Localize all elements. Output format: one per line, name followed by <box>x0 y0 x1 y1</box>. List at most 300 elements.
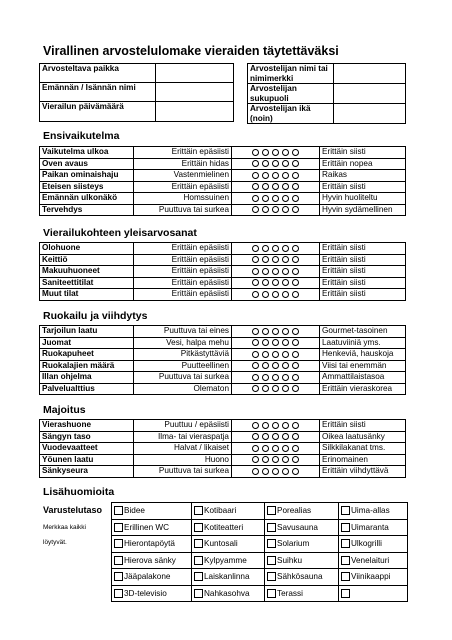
rating-scale <box>232 372 320 384</box>
rating-circle[interactable] <box>262 374 269 381</box>
rating-item-name: Eteisen siisteys <box>40 181 134 193</box>
rating-scale <box>232 289 320 301</box>
info-table-left <box>39 63 234 122</box>
equipment-item <box>112 503 192 520</box>
rating-circle[interactable] <box>272 339 279 346</box>
rating-negative-label: Erittäin epäsiisti <box>134 243 232 255</box>
rating-item-name: Makuuhuoneet <box>40 266 134 278</box>
equipment-item-label: Savusauna <box>277 522 318 532</box>
rating-positive-label: Erittäin siisti <box>320 420 406 432</box>
checkbox[interactable] <box>194 506 203 515</box>
rating-scale <box>232 254 320 266</box>
rating-negative-label: Erittäin epäsiisti <box>134 266 232 278</box>
section-title: Ensivaikutelma <box>43 130 120 142</box>
rating-circle[interactable] <box>272 160 279 167</box>
rating-circle[interactable] <box>252 291 259 298</box>
equipment-item-label: Hierontapöytä <box>124 539 175 548</box>
rating-item-name: Vuodevaatteet <box>40 443 134 455</box>
rating-circle[interactable] <box>282 183 289 190</box>
rating-circle[interactable] <box>262 385 269 392</box>
rating-circle[interactable] <box>292 160 299 167</box>
rating-row <box>40 266 406 278</box>
rating-item-name: Saniteettitilat <box>40 277 134 289</box>
rating-circle[interactable] <box>272 374 279 381</box>
section-title: Ruokailu ja viihdytys <box>43 310 148 322</box>
rating-circle[interactable] <box>282 468 289 475</box>
equipment-row <box>112 585 408 602</box>
rating-circle[interactable] <box>272 268 279 275</box>
rating-circle[interactable] <box>292 279 299 286</box>
equipment-item-label: Porealias <box>277 506 312 515</box>
rating-circle[interactable] <box>262 160 269 167</box>
equipment-item <box>112 569 192 586</box>
rating-negative-label: Ilma- tai vieraspatja <box>134 431 232 443</box>
rating-positive-label: Hyvin sydämellinen <box>320 204 406 216</box>
equipment-item <box>192 519 265 536</box>
rating-circle[interactable] <box>252 160 259 167</box>
rating-item-name: Olohuone <box>40 243 134 255</box>
rating-negative-label: Halvat / likaiset <box>134 443 232 455</box>
rating-circle[interactable] <box>252 206 259 213</box>
section-title: Vierailukohteen yleisarvosanat <box>43 227 197 239</box>
rating-positive-label: Oikea laatusänky <box>320 431 406 443</box>
rating-circle[interactable] <box>272 279 279 286</box>
rating-circle[interactable] <box>292 422 299 429</box>
rating-row <box>40 337 406 349</box>
rating-table <box>39 146 406 216</box>
rating-scale <box>232 266 320 278</box>
rating-circle[interactable] <box>262 206 269 213</box>
rating-circle[interactable] <box>282 456 289 463</box>
rating-circle[interactable] <box>292 183 299 190</box>
rating-circle[interactable] <box>292 362 299 369</box>
rating-circle[interactable] <box>262 328 269 335</box>
rating-table <box>39 325 406 395</box>
checkbox[interactable] <box>341 506 350 515</box>
rating-circle[interactable] <box>252 149 259 156</box>
rating-positive-label: Erittäin siisti <box>320 266 406 278</box>
rating-scale <box>232 360 320 372</box>
rating-negative-label: Puuttuva tai surkea <box>134 466 232 478</box>
rating-circle[interactable] <box>282 149 289 156</box>
rating-row <box>40 349 406 361</box>
rating-circle[interactable] <box>262 456 269 463</box>
equipment-item <box>265 503 339 520</box>
rating-positive-label: Erittäin siisti <box>320 181 406 193</box>
checkbox[interactable] <box>341 572 350 581</box>
equipment-item-label: Kotiteatteri <box>204 522 244 532</box>
rating-row <box>40 289 406 301</box>
rating-circle[interactable] <box>262 183 269 190</box>
rating-row <box>40 254 406 266</box>
rating-item-name: Vierashuone <box>40 420 134 432</box>
equipment-item-label: Bidee <box>124 506 145 515</box>
rating-circle[interactable] <box>282 268 289 275</box>
rating-item-name: Muut tilat <box>40 289 134 301</box>
rating-negative-label: Olematon <box>134 383 232 395</box>
equipment-item <box>265 585 339 602</box>
rating-item-name: Oven avaus <box>40 158 134 170</box>
rating-circle[interactable] <box>272 385 279 392</box>
rating-negative-label: Puuttuva tai surkea <box>134 204 232 216</box>
rating-circle[interactable] <box>252 268 259 275</box>
rating-item-name: Sängyn taso <box>40 431 134 443</box>
rating-row <box>40 326 406 338</box>
equipment-row <box>112 536 408 553</box>
rating-circle[interactable] <box>272 149 279 156</box>
rating-negative-label: Homssuinen <box>134 193 232 205</box>
rating-circle[interactable] <box>262 291 269 298</box>
rating-item-name: Palvelualttius <box>40 383 134 395</box>
checkbox[interactable] <box>341 523 350 532</box>
rating-scale <box>232 337 320 349</box>
rating-circle[interactable] <box>252 374 259 381</box>
rating-row <box>40 147 406 159</box>
rating-scale <box>232 170 320 182</box>
info-label: Emännän / Isännän nimi <box>40 83 156 102</box>
checkbox[interactable] <box>114 556 123 565</box>
checkbox[interactable] <box>267 506 276 515</box>
rating-circle[interactable] <box>292 351 299 358</box>
rating-circle[interactable] <box>282 245 289 252</box>
rating-circle[interactable] <box>262 339 269 346</box>
checkbox[interactable] <box>341 539 350 548</box>
rating-circle[interactable] <box>282 385 289 392</box>
rating-negative-label: Erittäin epäsiisti <box>134 147 232 159</box>
rating-circle[interactable] <box>292 456 299 463</box>
rating-circle[interactable] <box>292 433 299 440</box>
rating-circle[interactable] <box>252 256 259 263</box>
rating-table <box>39 419 406 478</box>
rating-scale <box>232 349 320 361</box>
rating-circle[interactable] <box>252 195 259 202</box>
equipment-item <box>192 569 265 586</box>
rating-circle[interactable] <box>272 245 279 252</box>
rating-circle[interactable] <box>252 172 259 179</box>
rating-circle[interactable] <box>272 183 279 190</box>
rating-circle[interactable] <box>262 268 269 275</box>
rating-row <box>40 193 406 205</box>
equipment-item-label: Terassi <box>277 588 303 598</box>
info-value-field[interactable] <box>334 64 406 84</box>
rating-circle[interactable] <box>272 351 279 358</box>
rating-circle[interactable] <box>292 328 299 335</box>
equipment-item-label: Ulkogrilli <box>351 539 382 548</box>
rating-circle[interactable] <box>262 149 269 156</box>
rating-circle[interactable] <box>262 422 269 429</box>
equipment-item <box>112 519 192 536</box>
checkbox[interactable] <box>341 556 350 565</box>
equipment-item-label: Viinikaappi <box>351 572 391 581</box>
rating-scale <box>232 193 320 205</box>
equipment-item-label: Jääpalakone <box>124 572 171 581</box>
rating-positive-label: Laatuviiniä yms. <box>320 337 406 349</box>
equipment-item <box>112 536 192 553</box>
rating-table <box>39 242 406 301</box>
equipment-item-label: Kotibaari <box>204 506 237 515</box>
rating-circle[interactable] <box>282 339 289 346</box>
rating-circle[interactable] <box>262 195 269 202</box>
equipment-item <box>192 536 265 553</box>
rating-scale <box>232 204 320 216</box>
rating-circle[interactable] <box>272 362 279 369</box>
checkbox[interactable] <box>114 539 123 548</box>
rating-item-name: Tervehdys <box>40 204 134 216</box>
rating-positive-label: Erinomainen <box>320 454 406 466</box>
checkbox[interactable] <box>194 523 203 532</box>
info-value-field[interactable] <box>334 84 406 104</box>
rating-row <box>40 383 406 395</box>
rating-circle[interactable] <box>252 422 259 429</box>
rating-circle[interactable] <box>282 195 289 202</box>
checkbox[interactable] <box>194 589 203 598</box>
rating-item-name: Ruokalajien määrä <box>40 360 134 372</box>
rating-circle[interactable] <box>252 339 259 346</box>
rating-circle[interactable] <box>262 279 269 286</box>
rating-circle[interactable] <box>262 445 269 452</box>
rating-circle[interactable] <box>292 206 299 213</box>
rating-circle[interactable] <box>252 445 259 452</box>
rating-item-name: Juomat <box>40 337 134 349</box>
equipment-item-label: Solarium <box>277 539 310 548</box>
checkbox[interactable] <box>114 523 123 532</box>
equipment-item <box>339 585 408 602</box>
rating-circle[interactable] <box>282 362 289 369</box>
rating-circle[interactable] <box>272 328 279 335</box>
rating-item-name: Tarjoilun laatu <box>40 326 134 338</box>
equipment-row <box>112 503 408 520</box>
rating-row <box>40 243 406 255</box>
rating-circle[interactable] <box>262 468 269 475</box>
rating-circle[interactable] <box>252 362 259 369</box>
rating-circle[interactable] <box>252 183 259 190</box>
checkbox[interactable] <box>114 589 123 598</box>
equipment-row <box>112 569 408 586</box>
info-label: Vierailun päivämäärä <box>40 102 156 122</box>
rating-circle[interactable] <box>262 245 269 252</box>
info-value-field[interactable] <box>156 102 234 122</box>
rating-circle[interactable] <box>282 445 289 452</box>
checkbox[interactable] <box>194 572 203 581</box>
rating-positive-label: Raikas <box>320 170 406 182</box>
section-title: Lisähuomioita <box>43 486 115 498</box>
rating-negative-label: Erittäin epäsiisti <box>134 181 232 193</box>
rating-negative-label: Vesi, halpa mehu <box>134 337 232 349</box>
checkbox[interactable] <box>267 539 276 548</box>
rating-circle[interactable] <box>292 245 299 252</box>
rating-scale <box>232 443 320 455</box>
checkbox[interactable] <box>267 589 276 598</box>
equipment-item <box>339 569 408 586</box>
info-label: Arvostelijan sukupuoli <box>248 84 334 104</box>
info-table-right <box>247 63 406 124</box>
rating-circle[interactable] <box>252 351 259 358</box>
equipment-item-label: Venelaituri <box>351 555 390 565</box>
rating-row <box>40 277 406 289</box>
rating-circle[interactable] <box>282 256 289 263</box>
rating-positive-label: Erittäin siisti <box>320 243 406 255</box>
info-label: Arvostelijan ikä (noin) <box>248 104 334 124</box>
rating-negative-label: Pitkästyttäviä <box>134 349 232 361</box>
rating-row <box>40 372 406 384</box>
rating-row <box>40 170 406 182</box>
equipment-item <box>192 585 265 602</box>
rating-row <box>40 454 406 466</box>
rating-positive-label: Erittäin vieraskorea <box>320 383 406 395</box>
rating-circle[interactable] <box>272 172 279 179</box>
checkbox[interactable] <box>194 556 203 565</box>
rating-positive-label: Erittäin siisti <box>320 289 406 301</box>
rating-scale <box>232 277 320 289</box>
rating-circle[interactable] <box>282 374 289 381</box>
rating-row <box>40 158 406 170</box>
rating-circle[interactable] <box>252 468 259 475</box>
rating-circle[interactable] <box>282 172 289 179</box>
checkbox[interactable] <box>267 556 276 565</box>
rating-circle[interactable] <box>292 291 299 298</box>
rating-circle[interactable] <box>292 339 299 346</box>
equipment-item-label: Hierova sänky <box>124 555 176 565</box>
info-value-field[interactable] <box>156 83 234 102</box>
rating-item-name: Illan ohjelma <box>40 372 134 384</box>
info-label: Arvostelijan nimi tai nimimerkki <box>248 64 334 84</box>
checkbox[interactable] <box>267 523 276 532</box>
rating-circle[interactable] <box>292 149 299 156</box>
rating-item-name: Paikan ominaishaju <box>40 170 134 182</box>
rating-circle[interactable] <box>272 422 279 429</box>
rating-circle[interactable] <box>252 328 259 335</box>
checkbox[interactable] <box>341 589 350 598</box>
rating-scale <box>232 466 320 478</box>
rating-circle[interactable] <box>262 256 269 263</box>
rating-item-name: Sänkyseura <box>40 466 134 478</box>
rating-positive-label: Erittäin nopea <box>320 158 406 170</box>
rating-circle[interactable] <box>292 445 299 452</box>
rating-circle[interactable] <box>282 328 289 335</box>
rating-scale <box>232 454 320 466</box>
equipment-item <box>339 552 408 569</box>
equipment-item-label: Nahkasohva <box>204 588 250 598</box>
rating-circle[interactable] <box>252 456 259 463</box>
rating-circle[interactable] <box>282 351 289 358</box>
rating-positive-label: Erittäin viihdyttävä <box>320 466 406 478</box>
rating-circle[interactable] <box>282 422 289 429</box>
rating-circle[interactable] <box>272 456 279 463</box>
checkbox[interactable] <box>194 539 203 548</box>
rating-circle[interactable] <box>262 362 269 369</box>
checkbox[interactable] <box>267 572 276 581</box>
rating-circle[interactable] <box>262 433 269 440</box>
rating-negative-label: Puutteellinen <box>134 360 232 372</box>
equipment-row <box>112 519 408 536</box>
rating-circle[interactable] <box>272 445 279 452</box>
equipment-item-label: Erillinen WC <box>124 522 170 532</box>
rating-circle[interactable] <box>292 385 299 392</box>
rating-circle[interactable] <box>282 433 289 440</box>
rating-negative-label: Erittäin epäsiisti <box>134 289 232 301</box>
rating-item-name: Ruokapuheet <box>40 349 134 361</box>
equipment-item-label: Laiskanlinna <box>204 572 250 581</box>
rating-circle[interactable] <box>292 195 299 202</box>
checkbox[interactable] <box>114 506 123 515</box>
rating-scale <box>232 181 320 193</box>
checkbox[interactable] <box>114 572 123 581</box>
equipment-item <box>265 519 339 536</box>
rating-circle[interactable] <box>292 172 299 179</box>
rating-scale <box>232 147 320 159</box>
equipment-item <box>265 569 339 586</box>
rating-row <box>40 443 406 455</box>
rating-circle[interactable] <box>282 291 289 298</box>
rating-positive-label: Erittäin siisti <box>320 277 406 289</box>
info-value-field[interactable] <box>334 104 406 124</box>
rating-positive-label: Hyvin huoliteltu <box>320 193 406 205</box>
rating-row <box>40 431 406 443</box>
rating-scale <box>232 243 320 255</box>
section-title: Majoitus <box>43 404 86 416</box>
rating-circle[interactable] <box>252 245 259 252</box>
rating-positive-label: Gourmet-tasoinen <box>320 326 406 338</box>
equipment-item-label: Uima-allas <box>351 506 390 515</box>
equipment-item-label: 3D-televisio <box>124 588 167 598</box>
rating-positive-label: Erittäin siisti <box>320 254 406 266</box>
rating-circle[interactable] <box>272 468 279 475</box>
rating-circle[interactable] <box>252 279 259 286</box>
rating-circle[interactable] <box>272 206 279 213</box>
rating-item-name: Yöunen laatu <box>40 454 134 466</box>
info-label: Arvosteltava paikka <box>40 64 156 83</box>
rating-circle[interactable] <box>272 195 279 202</box>
rating-scale <box>232 326 320 338</box>
rating-item-name: Emännän ulkonäkö <box>40 193 134 205</box>
rating-circle[interactable] <box>292 268 299 275</box>
equipment-row <box>112 552 408 569</box>
rating-negative-label: Erittäin epäsiisti <box>134 277 232 289</box>
rating-negative-label: Erittäin epäsiisti <box>134 254 232 266</box>
rating-row <box>40 181 406 193</box>
rating-circle[interactable] <box>272 256 279 263</box>
page-title: Virallinen arvostelulomake vieraiden täytettäväksi <box>43 44 339 58</box>
rating-circle[interactable] <box>282 160 289 167</box>
rating-circle[interactable] <box>262 172 269 179</box>
rating-circle[interactable] <box>252 385 259 392</box>
equipment-item <box>192 503 265 520</box>
rating-circle[interactable] <box>262 351 269 358</box>
equipment-item <box>339 503 408 520</box>
rating-row <box>40 420 406 432</box>
rating-scale <box>232 431 320 443</box>
rating-circle[interactable] <box>252 433 259 440</box>
rating-circle[interactable] <box>292 374 299 381</box>
rating-row <box>40 360 406 372</box>
equipment-item <box>339 536 408 553</box>
info-value-field[interactable] <box>156 64 234 83</box>
rating-negative-label: Puuttuva tai surkea <box>134 372 232 384</box>
rating-circle[interactable] <box>272 433 279 440</box>
rating-circle[interactable] <box>272 291 279 298</box>
rating-scale <box>232 158 320 170</box>
rating-circle[interactable] <box>282 206 289 213</box>
rating-negative-label: Vastenmielinen <box>134 170 232 182</box>
rating-negative-label: Puuttuu / epäsiisti <box>134 420 232 432</box>
rating-circle[interactable] <box>292 256 299 263</box>
rating-circle[interactable] <box>292 468 299 475</box>
equipment-note: löytyvät. <box>43 539 67 546</box>
rating-positive-label: Erittäin siisti <box>320 147 406 159</box>
equipment-item <box>265 552 339 569</box>
rating-circle[interactable] <box>282 279 289 286</box>
equipment-item <box>192 552 265 569</box>
